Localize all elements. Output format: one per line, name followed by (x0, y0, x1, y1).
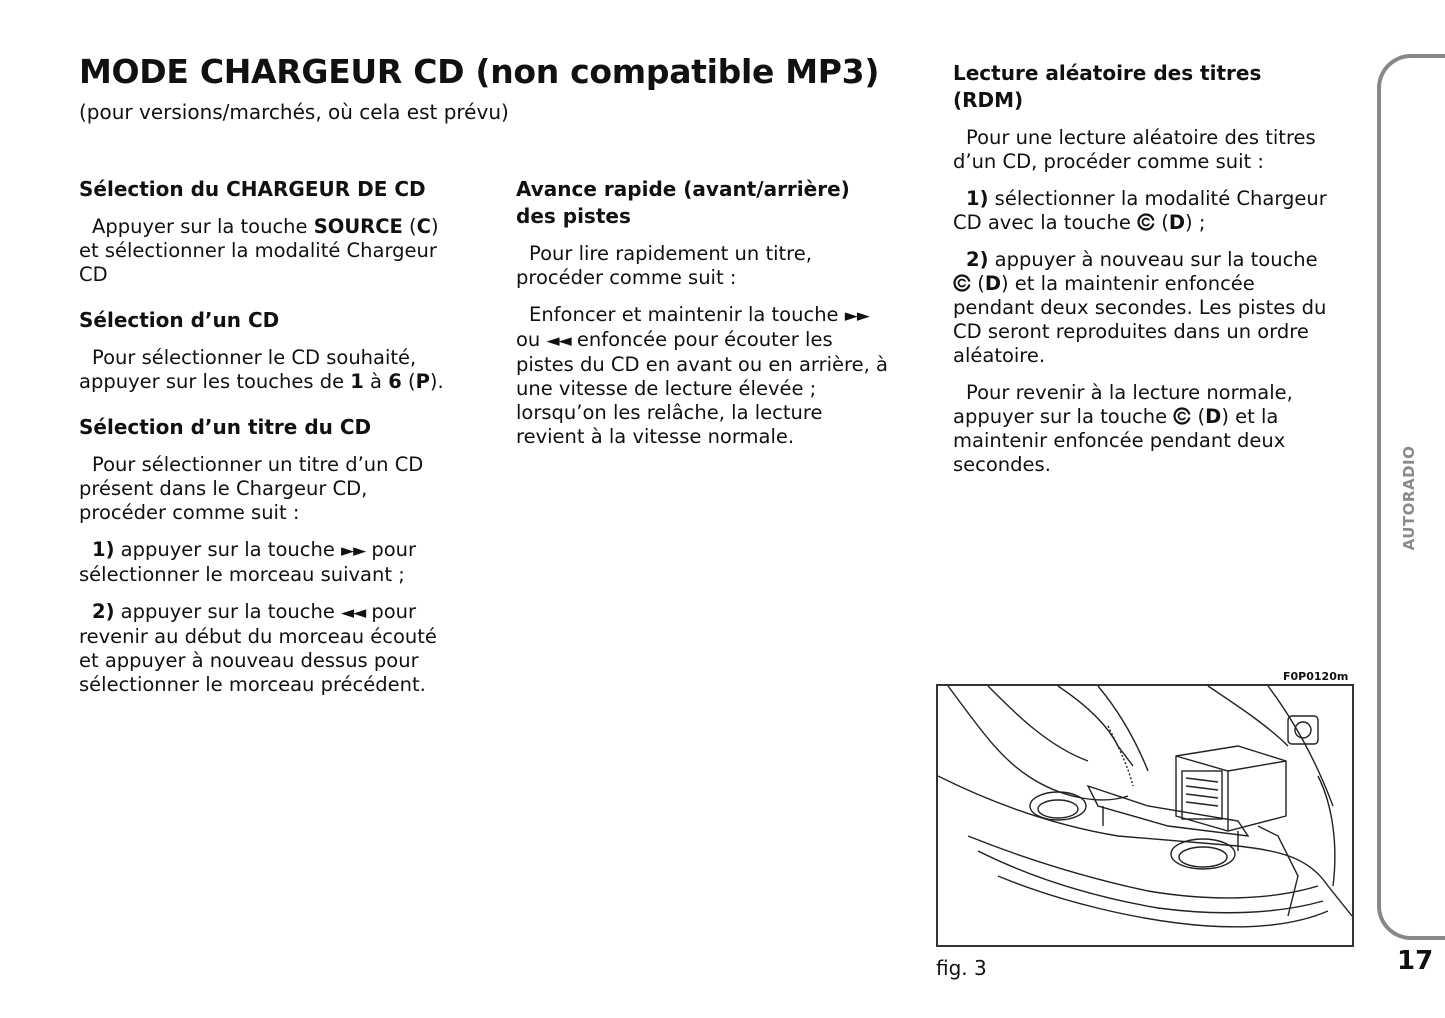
page-subtitle: (pour versions/marchés, où cela est prévu) (79, 100, 509, 124)
chapter-tab-label: AUTORADIO (1400, 445, 1418, 551)
heading-random-play: Lecture aléatoire des titres (RDM) (953, 61, 1262, 112)
paragraph-random-intro: Pour une lecture aléatoire des titres d’un CD, procéder comme suit : (953, 126, 1316, 173)
fast-forward-icon: ►► (844, 306, 869, 326)
paragraph-fast-forward-detail: Enfoncer et maintenir la touche ►► ou ◄◄ enfoncée pour écouter les pistes du CD en avant ou en arrière, à une vitesse de lecture élevée ; lorsqu’on les relâche, la lecture revient à la vitesse normale. (516, 303, 888, 448)
cd-changer-key-icon (1173, 407, 1191, 425)
page-number: 17 (1397, 946, 1434, 976)
cd-changer-key-icon (1137, 213, 1155, 231)
fast-forward-icon: ►► (341, 541, 366, 561)
column-middle (516, 176, 896, 462)
paragraph-return-normal: Pour revenir à la lecture normale, appuyer sur la touche (D) et la maintenir enfoncée pendant deux secondes. (953, 381, 1293, 476)
heading-fast-forward: Avance rapide (avant/arrière) des pistes (516, 177, 850, 228)
column-left (79, 176, 459, 717)
page-title: MODE CHARGEUR CD (non compatible MP3) (79, 52, 880, 91)
step-2: 2) appuyer sur la touche ◄◄ pour revenir au début du morceau écouté et appuyer à nouveau dessus pour sélectionner le morceau précédent. (79, 600, 437, 696)
heading-select-changer: Sélection du CHARGEUR DE CD (79, 177, 426, 201)
cd-changer-key-icon (953, 274, 971, 292)
section-select-changer (79, 176, 459, 287)
paragraph-select-cd: Pour sélectionner le CD souhaité, appuyer sur les touches de 1 à 6 (P). (79, 346, 444, 393)
paragraph-select-title-intro: Pour sélectionner un titre d’un CD présent dans le Chargeur CD, procéder comme suit : (79, 453, 424, 524)
random-step-1: 1) sélectionner la modalité Chargeur CD avec la touche (D) ; (953, 187, 1327, 234)
section-select-cd (79, 307, 459, 394)
rewind-icon: ◄◄ (546, 331, 571, 351)
figure-cd-changer-illustration (936, 684, 1354, 947)
rewind-icon: ◄◄ (341, 603, 366, 623)
random-step-2: 2) appuyer à nouveau sur la touche (D) et la maintenir enfoncée pendant deux secondes. Les pistes du CD seront reproduites dans un ordre aléatoire. (953, 248, 1327, 367)
cd-changer-drawing (938, 686, 1352, 945)
figure-code: F0P0120m (1283, 670, 1349, 683)
heading-select-cd: Sélection d’un CD (79, 308, 280, 332)
section-select-title (79, 414, 459, 697)
heading-select-title: Sélection d’un titre du CD (79, 415, 372, 439)
paragraph-select-changer: Appuyer sur la touche SOURCE (C) et sélectionner la modalité Chargeur CD (79, 215, 439, 286)
figure-caption: fig. 3 (936, 956, 987, 980)
column-right (953, 60, 1333, 490)
paragraph-fast-forward-intro: Pour lire rapidement un titre, procéder comme suit : (516, 242, 812, 289)
step-1: 1) appuyer sur la touche ►► pour sélectionner le morceau suivant ; (79, 538, 417, 586)
